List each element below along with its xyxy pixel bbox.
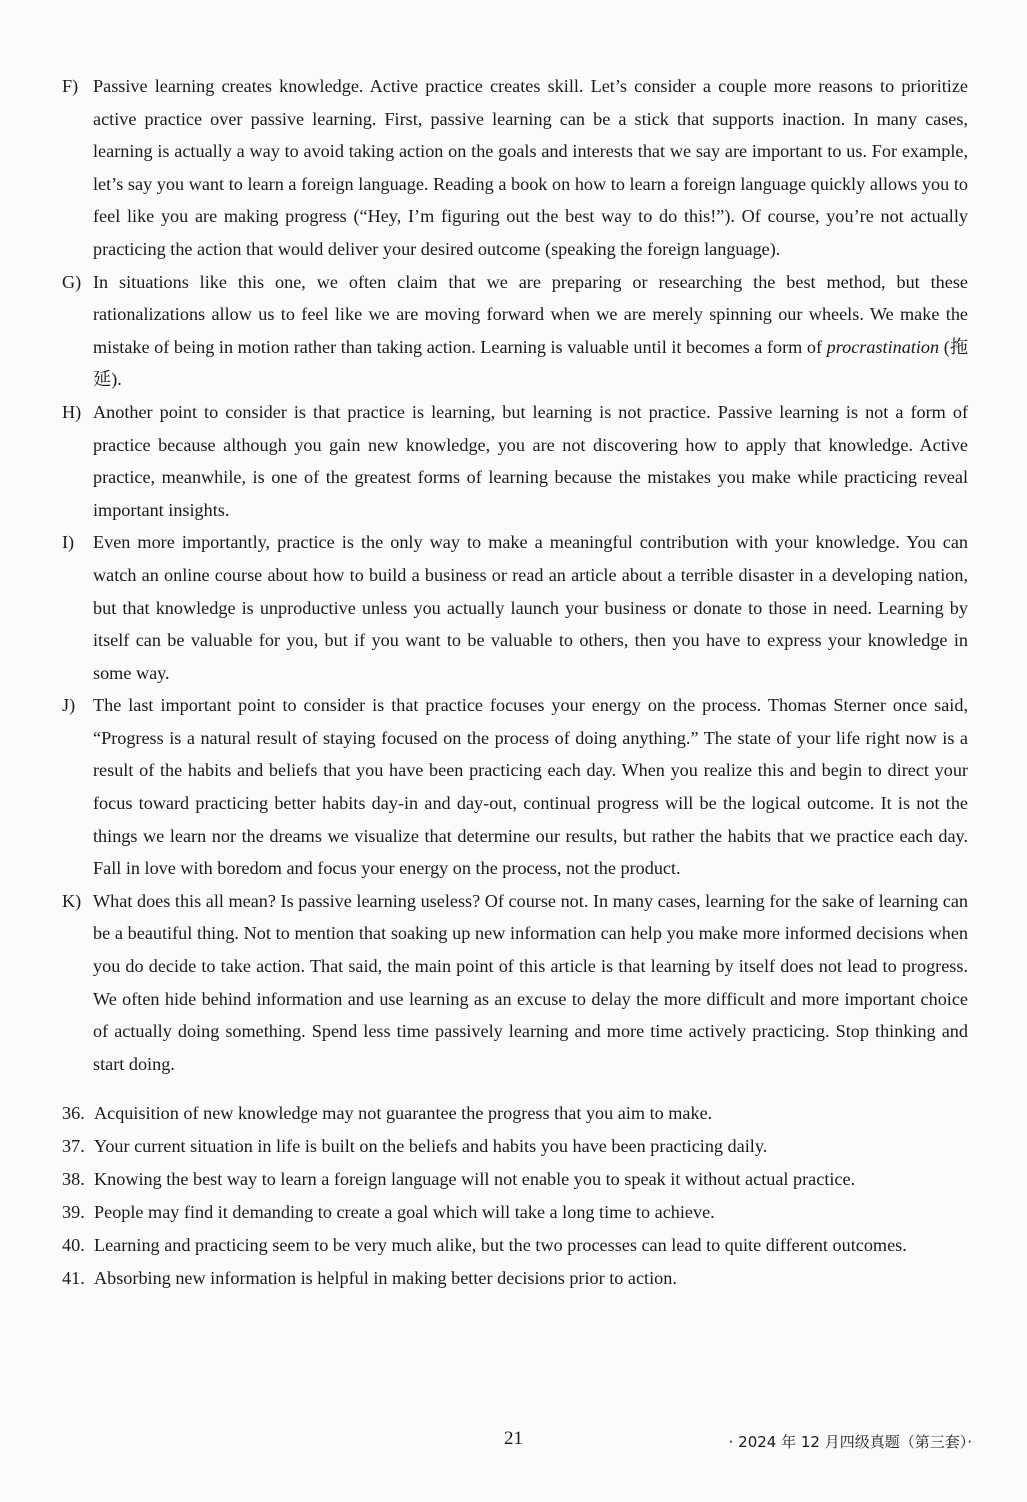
page-number: 21 bbox=[504, 1428, 523, 1449]
question-item bbox=[62, 1229, 968, 1262]
question-number: 41. bbox=[62, 1268, 85, 1289]
exam-page bbox=[62, 70, 968, 1295]
paragraph-text bbox=[93, 266, 968, 396]
question-list bbox=[62, 1097, 968, 1295]
question-number: 38. bbox=[62, 1169, 85, 1190]
paragraph-k bbox=[62, 885, 968, 1081]
paragraph-text: What does this all mean? Is passive learning useless? Of course not. In many cases, learning for the sake of learning can be a beautiful thing. Not to mention that soaking up new information can help you make more informed decisions when you do decide to take action. That said, the main point of this article is that learning by itself does not lead to progress. We often hide behind information and use learning as an excuse to delay the more difficult and more important choice of actually doing something. Spend less time passively learning and more time actively practicing. Stop thinking and start doing. bbox=[93, 890, 968, 1074]
chinese-gloss: (拖延). bbox=[93, 336, 969, 390]
italic-term: procrastination bbox=[826, 336, 940, 357]
question-text: Your current situation in life is built on the beliefs and habits you have been practicing daily. bbox=[94, 1136, 768, 1157]
exam-source-label: · 2024 年 12 月四级真题（第三套）· bbox=[728, 1433, 972, 1451]
paragraph-letter: I) bbox=[62, 532, 75, 553]
question-item bbox=[62, 1130, 968, 1163]
question-text: People may find it demanding to create a goal which will take a long time to achieve. bbox=[94, 1202, 715, 1223]
paragraph-text: The last important point to consider is that practice focuses your energy on the process. Thomas Sterner once said, “Progress is a natural result of staying focused on the process of doing anything.” The state of your life right now is a result of the habits and beliefs that you have been practicing each day. When you realize this and begin to direct your focus toward practicing better habits day-in and day-out, continual progress will be the logical outcome. It is not the things we learn nor the dreams we visualize that determine our results, but rather the habits that we practice each day. Fall in love with boredom and focus your energy on the process, not the product. bbox=[93, 695, 968, 879]
paragraph-letter: F) bbox=[62, 76, 79, 96]
paragraph-text: Even more importantly, practice is the only way to make a meaningful contribution with your knowledge. You can watch an online course about how to build a business or read an article about a terrible disaster in a developing nation, but that knowledge is unproductive unless you actually launch your business or donate to those in need. Learning by itself can be valuable for you, but if you want to be valuable to others, then you have to express your knowledge in some way. bbox=[93, 532, 968, 683]
paragraph-letter: K) bbox=[62, 890, 82, 911]
question-number: 36. bbox=[62, 1103, 85, 1124]
question-text: Acquisition of new knowledge may not guarantee the progress that you aim to make. bbox=[94, 1103, 713, 1124]
question-text: Learning and practicing seem to be very much alike, but the two processes can lead to quite different outcomes. bbox=[94, 1235, 907, 1256]
paragraph-letter: J) bbox=[62, 695, 76, 716]
question-number: 40. bbox=[62, 1235, 85, 1256]
question-number: 37. bbox=[62, 1136, 85, 1157]
paragraph-j bbox=[62, 689, 968, 885]
question-text: Absorbing new information is helpful in making better decisions prior to action. bbox=[94, 1268, 677, 1289]
paragraph-text: Passive learning creates knowledge. Active practice creates skill. Let’s consider a couple more reasons to prioritize active practice over passive learning. First, passive learning can be a stick that supports inaction. In many cases, learning is actually a way to avoid taking action on the goals and interests that we say are important to us. For example, let’s say you want to learn a foreign language. Reading a book on how to learn a foreign language quickly allows you to feel like you are making progress (“Hey, I’m figuring out the best way to do this!”). Of course, you’re not actually practicing the action that would deliver your desired outcome (speaking the foreign language). bbox=[93, 76, 968, 259]
question-item bbox=[62, 1196, 968, 1229]
question-item bbox=[62, 1262, 968, 1295]
paragraph-text-main: In situations like this one, we often claim that we are preparing or researching the best method, but these rationalizations allow us to feel like we are moving forward when we are merely spinning our wheels. We make the mistake of being in motion rather than taking action. Learning is valuable until it becomes a form of bbox=[93, 271, 968, 357]
paragraph-text: Another point to consider is that practice is learning, but learning is not practice. Passive learning is not a form of practice because although you gain new knowledge, you are not discovering how to apply that knowledge. Active practice, meanwhile, is one of the greatest forms of learning because the mistakes you make while practicing reveal important insights. bbox=[93, 401, 968, 520]
question-item bbox=[62, 1163, 968, 1196]
question-number: 39. bbox=[62, 1202, 85, 1223]
paragraph-letter: H) bbox=[62, 401, 82, 422]
paragraph-h bbox=[62, 396, 968, 526]
paragraph-i bbox=[62, 526, 968, 689]
paragraph-f bbox=[62, 70, 968, 266]
paragraph-letter: G) bbox=[62, 271, 82, 292]
question-text: Knowing the best way to learn a foreign language will not enable you to speak it without actual practice. bbox=[94, 1169, 856, 1190]
paragraph-g bbox=[62, 266, 968, 396]
question-item bbox=[62, 1097, 968, 1130]
